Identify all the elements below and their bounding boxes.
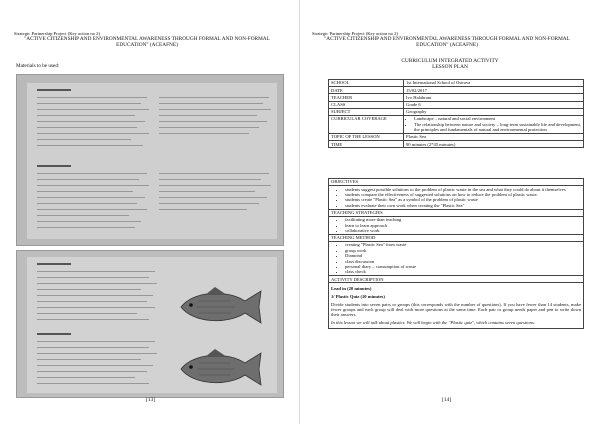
table-row — [329, 108, 584, 115]
list-item: • personal diary – consumption of waste — [345, 264, 581, 269]
strategies-list — [331, 217, 581, 233]
right-page — [300, 0, 600, 424]
list-item: • class check — [345, 269, 581, 274]
table-row — [329, 101, 584, 108]
list-item: • class discussion — [345, 259, 581, 264]
table-row — [329, 115, 584, 133]
info-key: DATE — [329, 87, 404, 94]
info-value: 1st International School of Ostrava — [404, 80, 584, 87]
project-header-title: "ACTIVE CITIZENSHIP AND ENVIRONMENTAL AWARENESS THROUGH FORMAL AND NON-FORMAL EDUCATION" (ACEAFNE) — [24, 36, 270, 48]
info-value: Geography — [404, 108, 584, 115]
method-label: TEACHING METHOD — [329, 235, 583, 242]
info-key: SCHOOL — [329, 80, 404, 87]
info-key: TEACHER — [329, 94, 404, 101]
lead-in-heading: Lead in (20 minutes) — [331, 285, 372, 291]
info-key: CLASS — [329, 101, 404, 108]
list-item: • creating "Plastic Sea" from waste — [345, 242, 581, 247]
info-value: 90 minutes (2*45 minutes) — [404, 141, 584, 148]
list-item: • Diamond — [345, 253, 581, 258]
activity-title: CURRICULUM INTEGRATED ACTIVITY — [401, 58, 499, 64]
list-item: • Landscape – natural and social environment — [414, 116, 581, 121]
project-header-title: "ACTIVE CITIZENSHIP AND ENVIRONMENTAL AWARENESS THROUGH FORMAL AND NON-FORMAL EDUCATION" (ACEAFNE) — [324, 36, 570, 48]
materials-label: Materials to be used: — [16, 63, 60, 69]
lesson-info-table — [328, 79, 584, 148]
table-row — [329, 87, 584, 94]
objectives-list — [331, 187, 581, 209]
fish-illustration-bottom — [175, 347, 267, 389]
list-item: • students suggest possible solutions to the problem of plastic waste in the sea and what they could do about it themselves — [345, 187, 581, 192]
info-value: Ivo Halabrant — [404, 94, 584, 101]
list-item: • students evaluate their own work when creating the "Plastic Sea" — [345, 203, 581, 208]
list-item: • group work — [345, 248, 581, 253]
list-item: • facilitating more than teaching — [345, 217, 581, 222]
list-item: • students compare the effectiveness of suggested solutions on how to reduce the problem of plastic waste. — [345, 192, 581, 197]
method-list — [331, 242, 581, 274]
table-row — [329, 80, 584, 87]
method-list-cell — [329, 242, 583, 276]
objectives-list-cell — [329, 186, 583, 209]
list-item: • learn to learn approach — [345, 223, 581, 228]
objectives-box — [328, 178, 584, 329]
fish-illustration-top — [175, 285, 267, 327]
quiz-cards-photo — [16, 74, 284, 246]
quiz-text: Divide students into seven pairs or groups (this corresponds with the number of questions). If you have fewer than 14 students, make fewer groups and each group will deal with more questions at the same time. Each pair or group needs paper and pen to write down their answers. — [331, 301, 581, 318]
objectives-label: OBJECTIVES — [329, 179, 583, 186]
info-value: Plastic Sea — [404, 133, 584, 140]
info-key: SUBJECT — [329, 108, 404, 115]
info-value: Grade 6 — [404, 101, 584, 108]
description-label: ACTIVITY DESCRIPTION — [329, 276, 583, 283]
info-key: TIME — [329, 141, 404, 148]
info-key: TOPIC OF THE LESSON — [329, 133, 404, 140]
list-item: • collaborative work — [345, 228, 581, 233]
strategies-list-cell — [329, 217, 583, 235]
page-number-left: [13] — [146, 397, 156, 403]
table-row — [329, 94, 584, 101]
quiz-italic-text: In this lesson we will talk about plastics. We will begin with the "Plastic quiz", which contains seven questions. — [331, 319, 535, 325]
table-row — [329, 133, 584, 140]
info-key: CURRICULAR COVERAGE — [329, 115, 404, 133]
big-fish-cards-photo — [16, 250, 284, 398]
table-row — [329, 141, 584, 148]
lesson-plan-title: LESSON PLAN — [432, 64, 468, 70]
list-item: • The relationship between nature and society – long-term sustainable life and development, the principles and fundamentals of natural and environmental protection — [414, 122, 581, 133]
description-cell — [329, 283, 583, 327]
strategies-label: TEACHING STRATEGIES — [329, 210, 583, 217]
coverage-list — [406, 116, 581, 132]
project-header-small: Strategic Partnership Project (Key action no 2) — [14, 31, 100, 36]
project-header-small: Strategic Partnership Project (Key action no 2) — [312, 31, 398, 36]
page-number-right: [14] — [442, 397, 452, 403]
list-item: • students create "Plastic Sea" as a symbol of the problem of plastic waste — [345, 197, 581, 202]
info-value: 15/02/2017 — [404, 87, 584, 94]
quiz-heading: 1/ Plastic Quiz (10 minutes) — [331, 294, 385, 300]
info-value — [404, 115, 584, 133]
